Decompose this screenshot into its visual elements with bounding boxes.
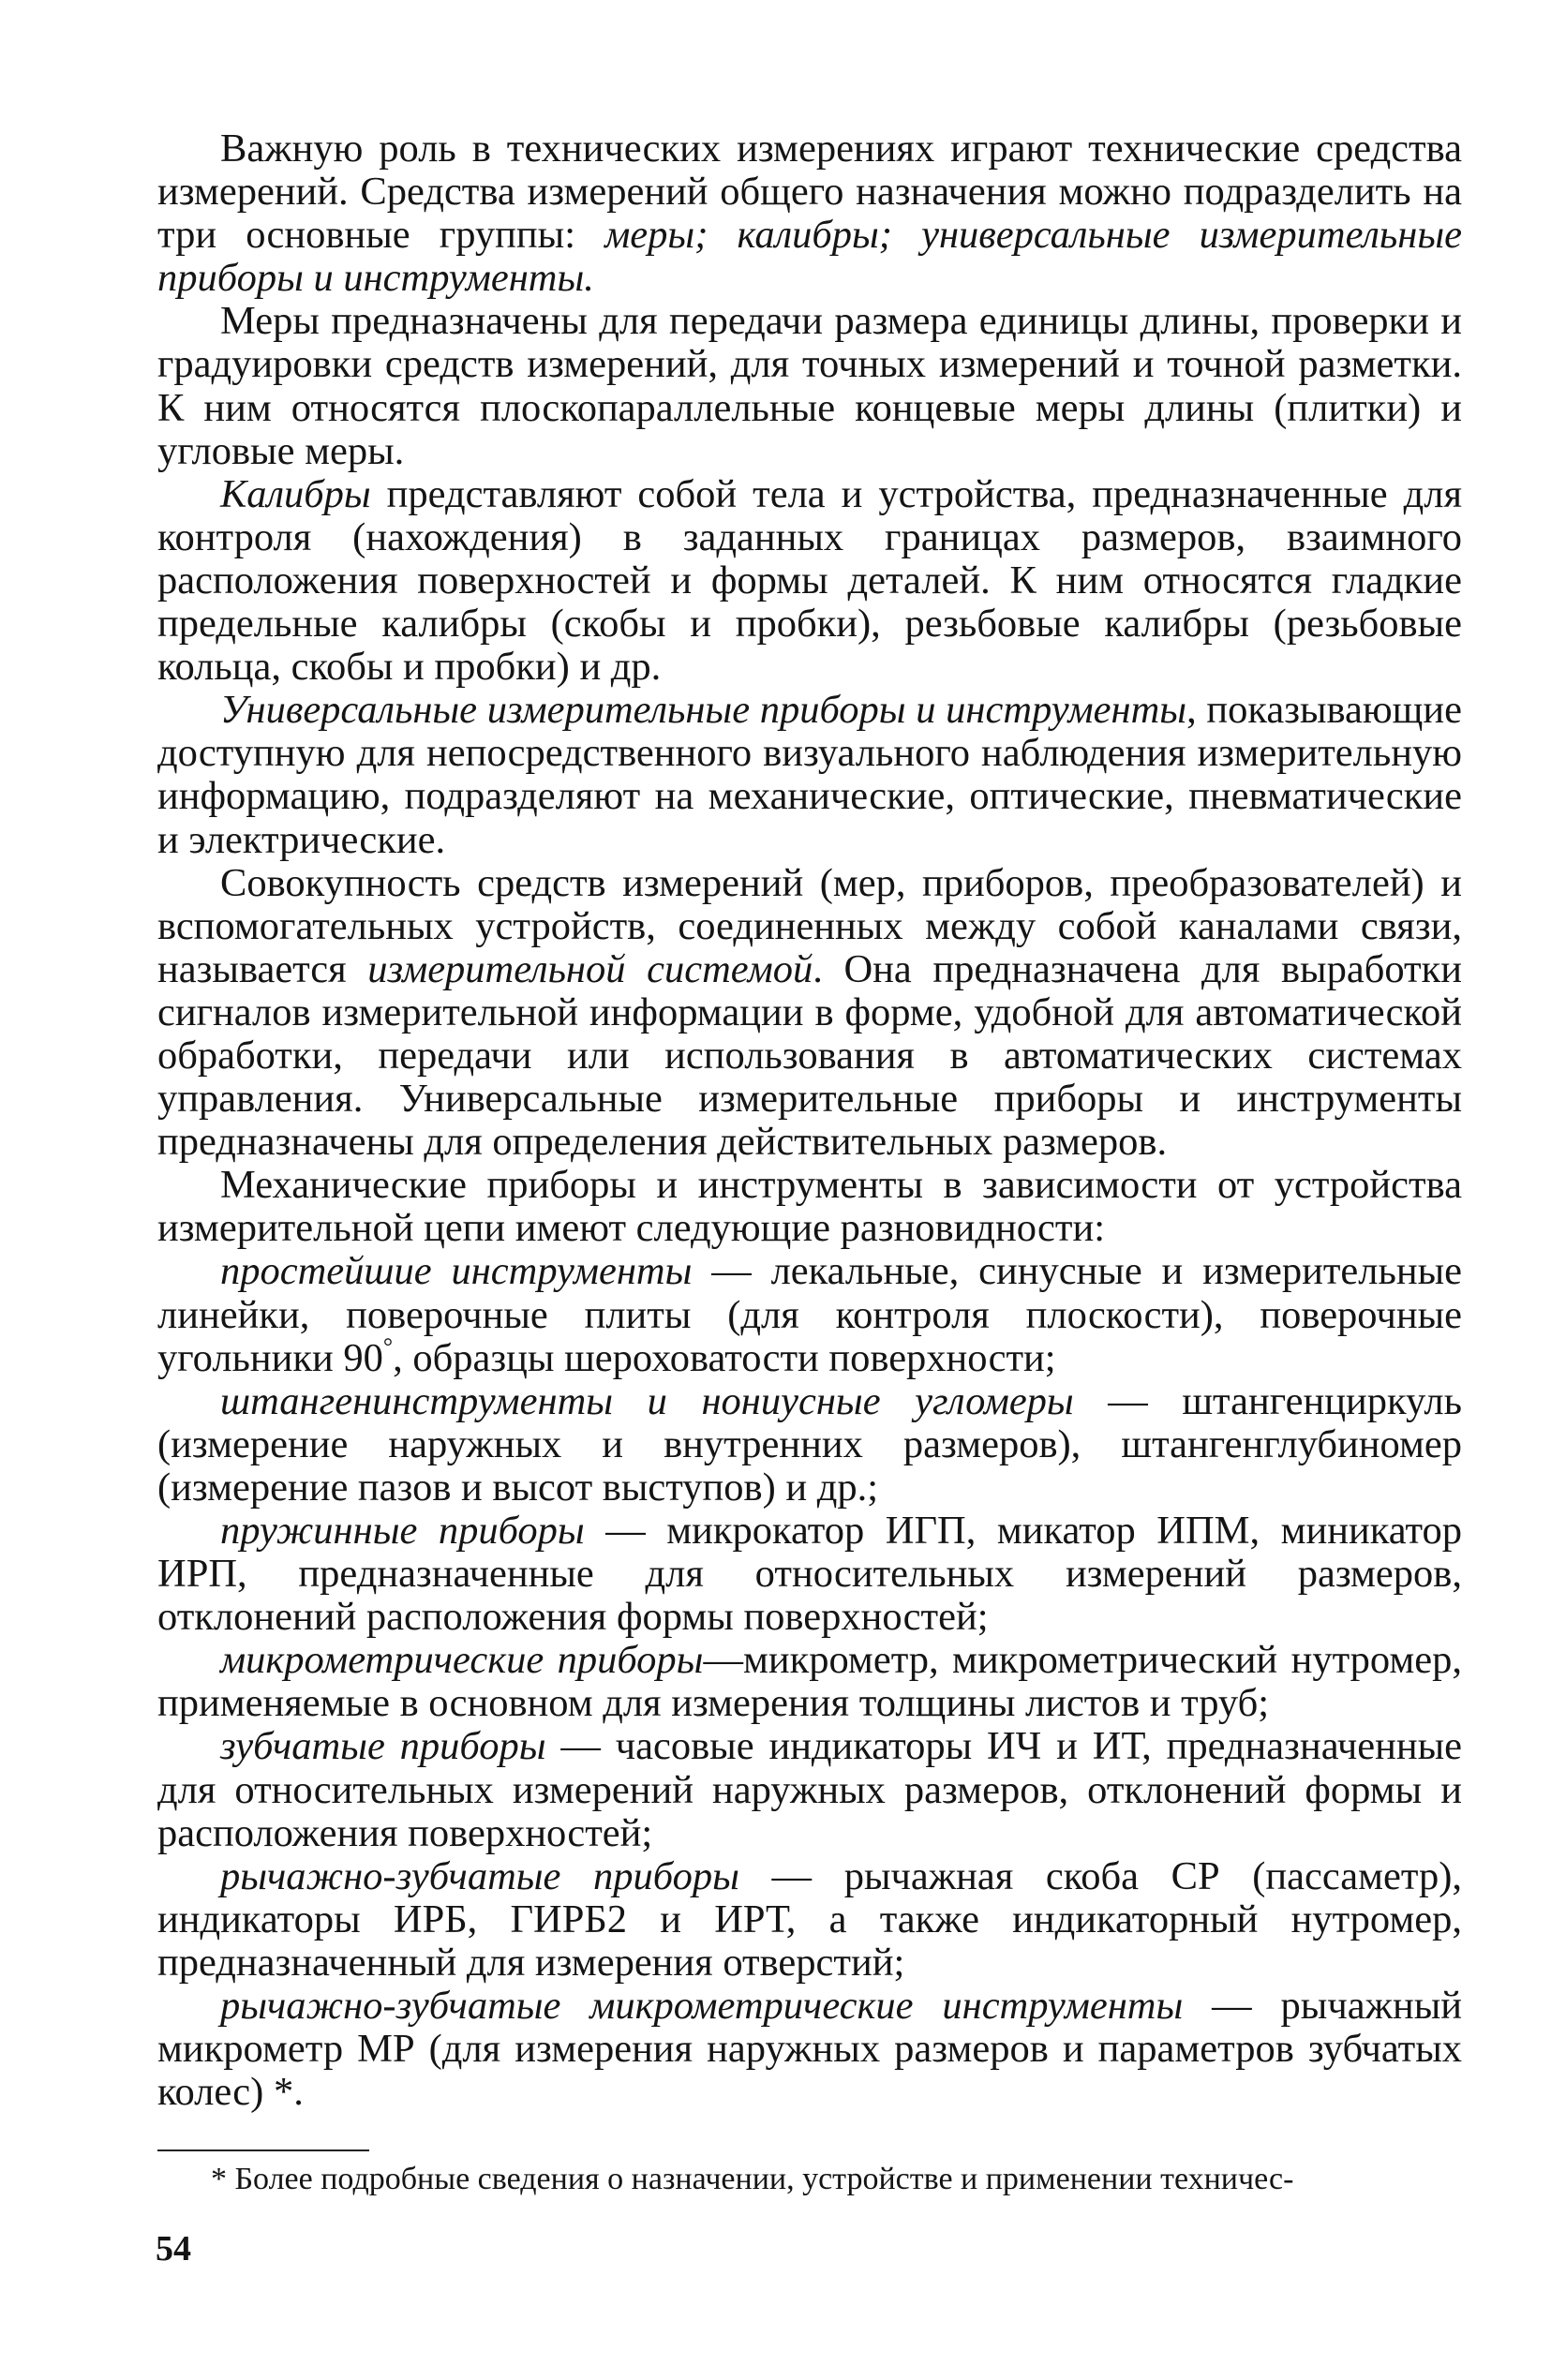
text-run: . Она предназначена для выработки сигналов измерительной информации в форме, удобной для автоматической обработки, передачи или использования в автоматических системах управления. Универсальные измерительные приборы и инструменты предназначены для определения действительных размеров. <box>157 946 1463 1165</box>
paragraph-mechanical-varieties <box>157 1164 1462 1250</box>
body-text <box>157 127 1462 2114</box>
paragraph-gauges <box>157 473 1462 689</box>
list-item-lever-gear-devices <box>157 1855 1462 1985</box>
list-item-gear-devices <box>157 1725 1462 1854</box>
text-run: , образцы шероховатости поверхности; <box>393 1335 1056 1380</box>
text-run: представляют собой тела и устройства, предназначенные для контроля (нахождения) в заданных границах размеров, взаимного расположения поверхностей и формы деталей. К ним относятся гладкие предельные калибры (скобы и пробки), резьбовые калибры (резьбовые кольца, скобы и пробки) и др. <box>157 471 1462 690</box>
paragraph-universal-instruments <box>157 689 1462 861</box>
text-run: — часовые индикаторы ИЧ и ИТ, предназначенные для относительных измерений наружных размеров, отклонений формы и расположения поверхностей; <box>157 1724 1462 1855</box>
term-run: микрометрические приборы <box>220 1638 704 1683</box>
footnote: * Более подробные сведения о назначении, устройстве и применении техничес- <box>211 2162 1294 2196</box>
paragraph-measuring-system <box>157 862 1462 1165</box>
list-item-vernier-instruments <box>157 1380 1462 1510</box>
term-run: измерительной системой <box>367 946 813 991</box>
text-run: Механические приборы и инструменты в зависимости от устройства измерительной цепи имеют следующие разновидности: <box>157 1163 1462 1251</box>
text-run: —микрометр, микрометрический нутромер, применяемые в основном для измерения толщины листов и труб; <box>157 1638 1462 1726</box>
term-run: меры; калибры; универсальные измерительные приборы и инструменты. <box>157 213 1462 301</box>
term-run: штангенинструменты и нониусные угломеры <box>220 1378 1074 1423</box>
paragraph-measuring-tools-intro <box>157 127 1462 300</box>
term-run: зубчатые приборы <box>220 1724 546 1769</box>
page-number: 54 <box>156 2229 191 2268</box>
text-run: Совокупность средств измерений (мер, приборов, преобразователей) и вспомогательных устройств, соединенных между собой каналами связи, называется <box>157 860 1462 991</box>
text-run: — штангенциркуль (измерение наружных и внутренних размеров), штангенглубиномер (измерение пазов и высот выступов) и др.; <box>157 1378 1462 1510</box>
term-run: пружинные приборы <box>220 1509 585 1553</box>
term-run: простейшие инструменты <box>220 1249 693 1294</box>
list-item-spring-devices <box>157 1510 1462 1639</box>
footnote-divider <box>157 2149 369 2151</box>
text-run: Меры предназначены для передачи размера единицы длины, проверки и градуировки средств измерений, для точных измерений и точной разметки. К ним относятся плоскопараллельные концевые меры длины (плитки) и угловые меры. <box>157 299 1462 473</box>
term-run: рычажно-зубчатые микрометрические инструменты <box>220 1984 1184 2029</box>
degree-sign: ° <box>382 1331 394 1360</box>
list-item-lever-gear-micrometric <box>157 1985 1462 2114</box>
text-run: , показывающие доступную для непосредственного визуального наблюдения измерительную информацию, подразделяют на механические, оптические, пневматические и электрические. <box>157 688 1463 862</box>
term-run: Универсальные измерительные приборы и инструменты <box>220 688 1187 733</box>
text-run: — лекальные, синусные и измерительные линейки, поверочные плиты (для контроля плоскости), поверочные угольники 90 <box>157 1249 1463 1380</box>
list-item-micrometric-devices <box>157 1639 1462 1725</box>
list-item-simple-instruments <box>157 1250 1462 1379</box>
text-run: — рычажная скоба СР (пассаметр), индикаторы ИРБ, ГИРБ2 и ИРТ, а также индикаторный нутромер, предназначенный для измерения отверстий; <box>157 1853 1462 1985</box>
term-run: Калибры <box>220 471 371 516</box>
term-run: рычажно-зубчатые приборы <box>220 1853 739 1898</box>
paragraph-measures <box>157 300 1462 472</box>
text-run: — рычажный микрометр МР (для измерения наружных размеров и параметров зубчатых колес) *. <box>157 1984 1463 2115</box>
text-run: Важную роль в технических измерениях играют технические средства измерений. Средства измерений общего назначения можно подразделить на три основные группы: <box>157 126 1462 258</box>
text-run: — микрокатор ИГП, микатор ИПМ, миникатор ИРП, предназначенные для относительных измерений размеров, отклонений расположения формы поверхностей; <box>157 1509 1462 1640</box>
